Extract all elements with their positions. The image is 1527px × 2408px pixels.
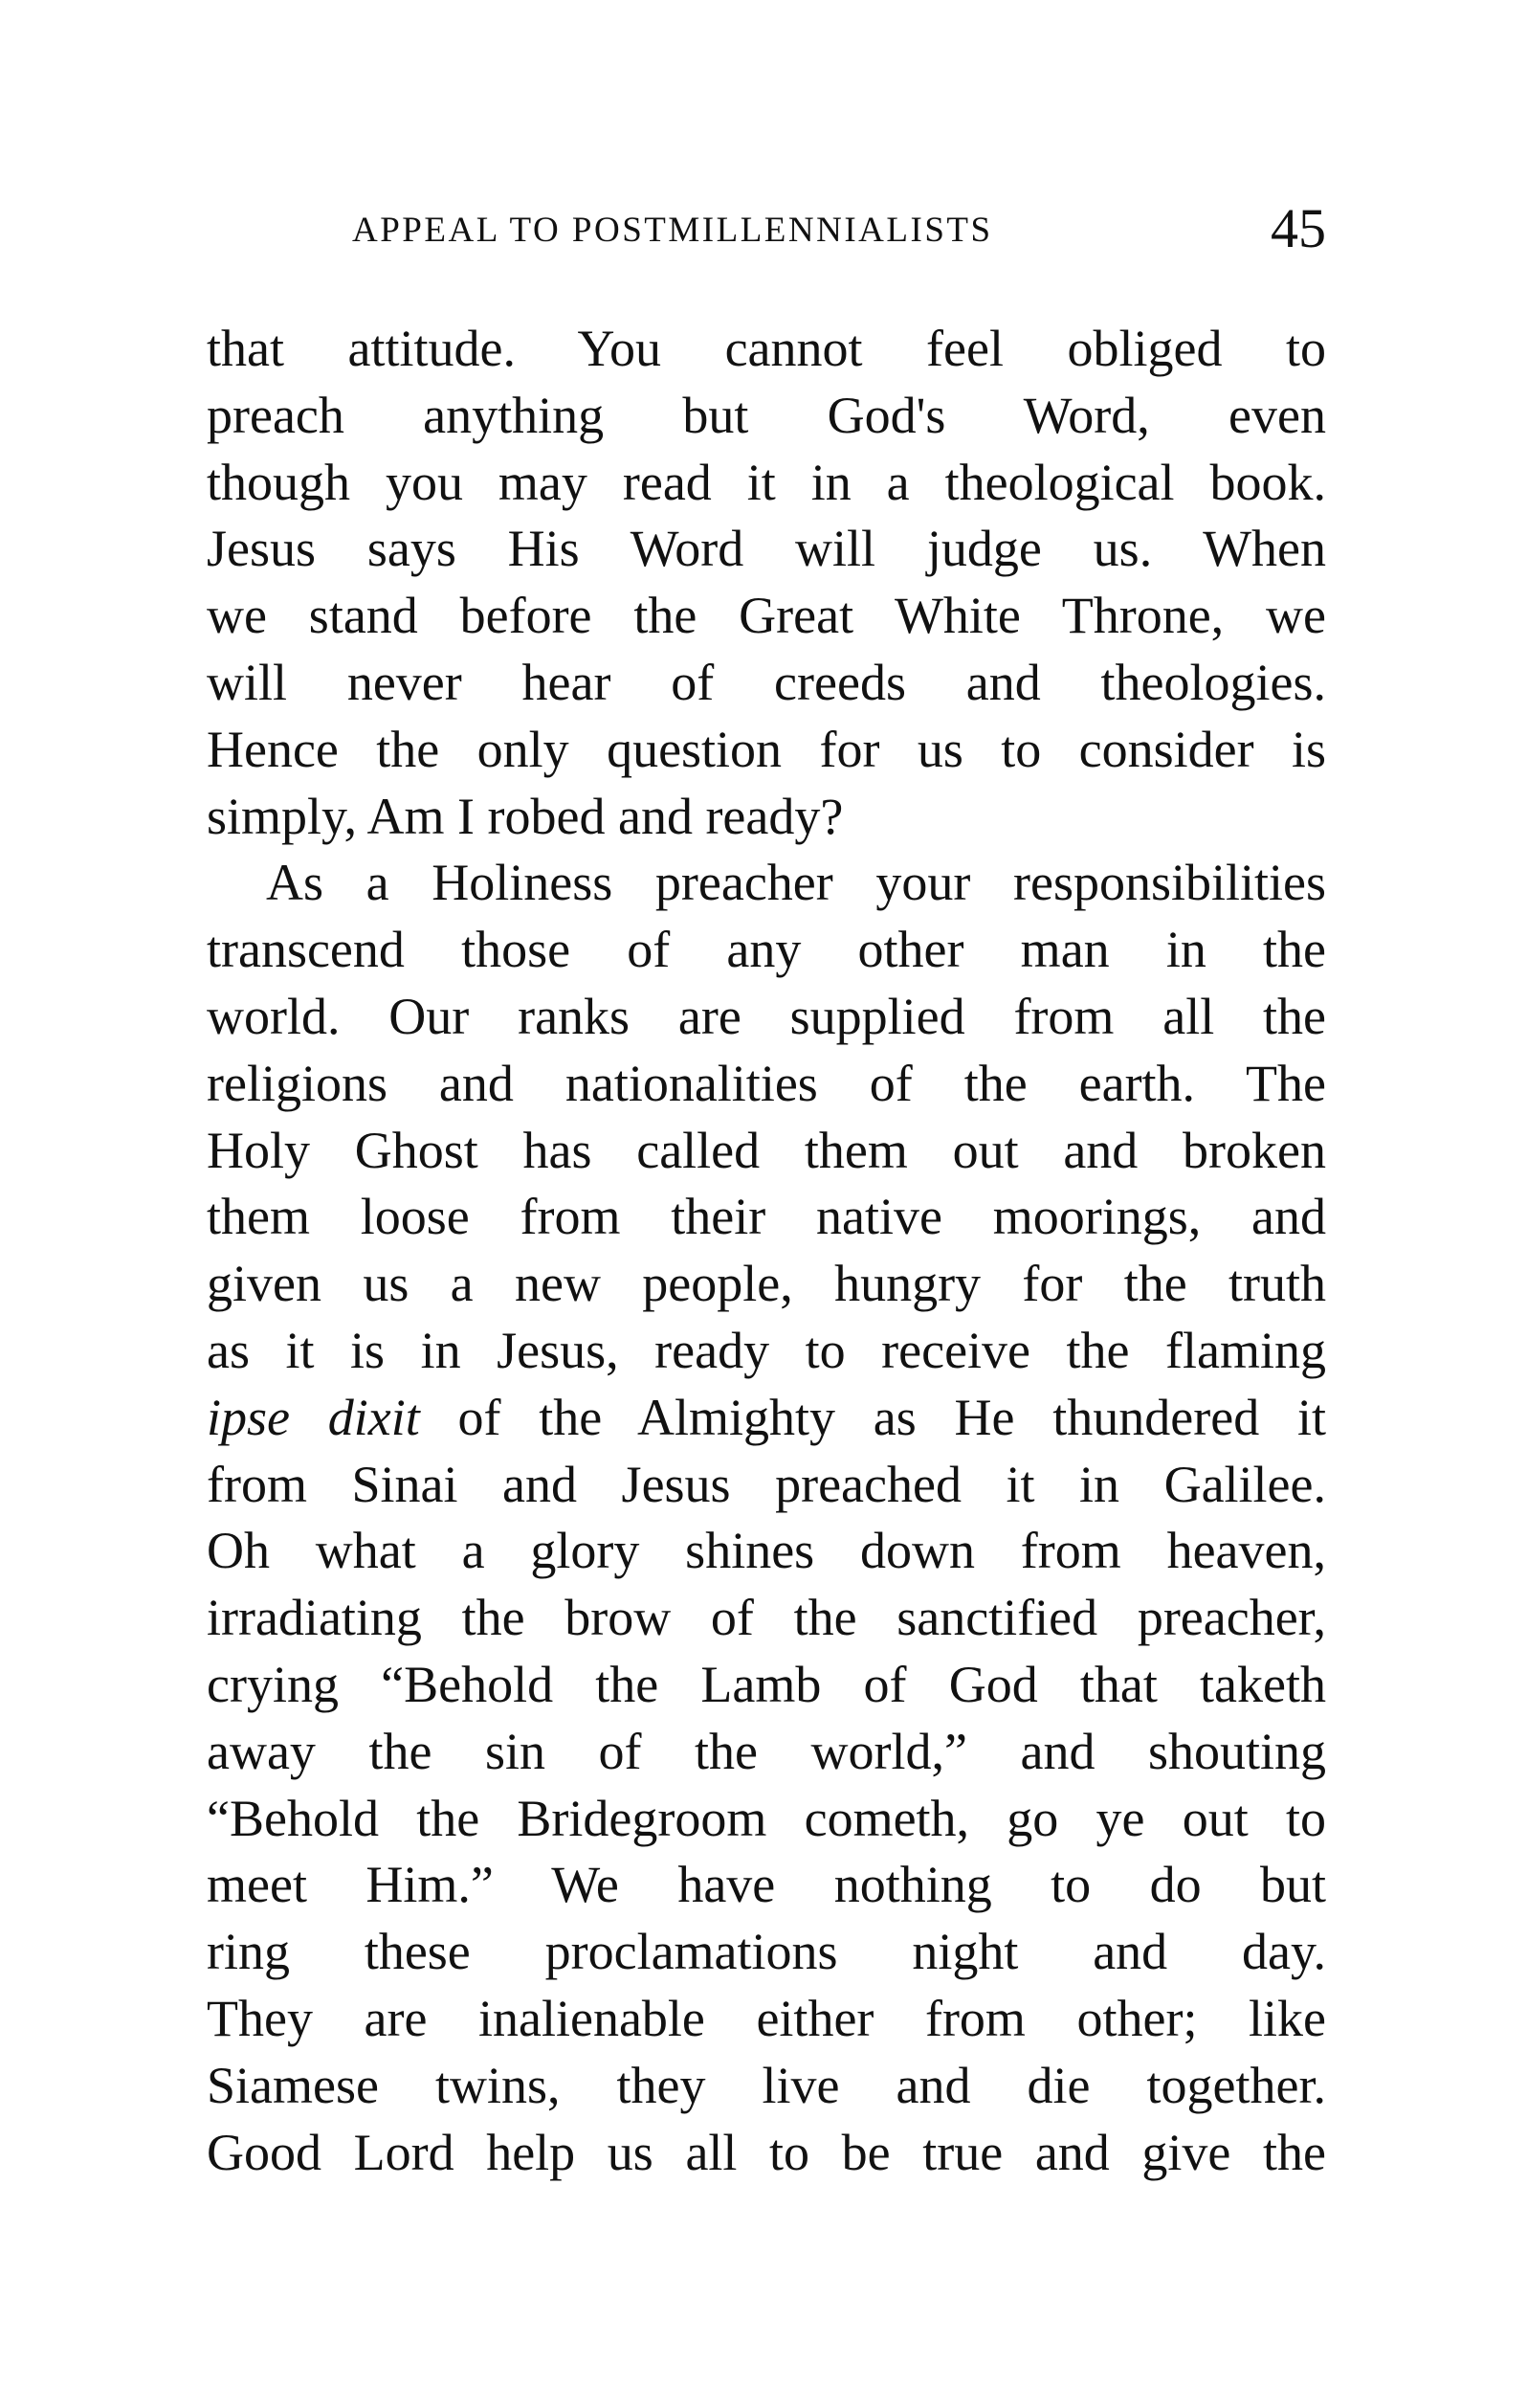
text-line: preach anything but God's Word, even <box>207 386 1326 444</box>
text-line: ring these proclamations night and day. <box>207 1923 1326 1981</box>
body-text <box>207 316 1326 2186</box>
page-number: 45 <box>1271 197 1326 259</box>
text-line: Holy Ghost has called them out and broken <box>207 1121 1326 1179</box>
running-title: APPEAL TO POSTMILLENNIALISTS <box>352 211 993 250</box>
text-line: given us a new people, hungry for the truth <box>207 1255 1326 1313</box>
running-head <box>352 196 1326 263</box>
text-line: away the sin of the world,” and shouting <box>207 1722 1326 1780</box>
text-line: Siamese twins, they live and die together. <box>207 2056 1326 2114</box>
text-line: religions and nationalities of the earth. The <box>207 1054 1326 1112</box>
text-line: irradiating the brow of the sanctified preacher, <box>207 1589 1326 1647</box>
text-line: Good Lord help us all to be true and give the <box>207 2123 1326 2181</box>
text-line: though you may read it in a theological book. <box>207 453 1326 511</box>
text-line-italic-phrase <box>207 1385 1326 1452</box>
text-line: as it is in Jesus, ready to receive the flaming <box>207 1321 1326 1379</box>
text-line: “Behold the Bridegroom cometh, go ye out to <box>207 1789 1326 1847</box>
text-line: world. Our ranks are supplied from all the <box>207 987 1326 1045</box>
italic-phrase: ipse dixit <box>207 1388 420 1446</box>
text-line: transcend those of any other man in the <box>207 921 1326 979</box>
text-line: will never hear of creeds and theologies. <box>207 653 1326 711</box>
text-line: from Sinai and Jesus preached it in Galilee. <box>207 1455 1326 1513</box>
text-line: They are inalienable either from other; like <box>207 1989 1326 2047</box>
text-line: Hence the only question for us to consider is <box>207 720 1326 778</box>
text-line: Oh what a glory shines down from heaven, <box>207 1522 1326 1580</box>
text-line: meet Him.” We have nothing to do but <box>207 1856 1326 1914</box>
text-line: we stand before the Great White Throne, we <box>207 587 1326 645</box>
text-line: simply, Am I robed and ready? <box>207 787 844 845</box>
text-line: them loose from their native moorings, and <box>207 1188 1326 1246</box>
italic-line-rest: of the Almighty as He thundered it <box>419 1388 1326 1446</box>
text-line: As a Holiness preacher your responsibilities <box>266 854 1326 912</box>
text-line: Jesus says His Word will judge us. When <box>207 520 1326 578</box>
text-line: crying “Behold the Lamb of God that taketh <box>207 1655 1326 1713</box>
text-line: that attitude. You cannot feel obliged to <box>207 320 1326 377</box>
